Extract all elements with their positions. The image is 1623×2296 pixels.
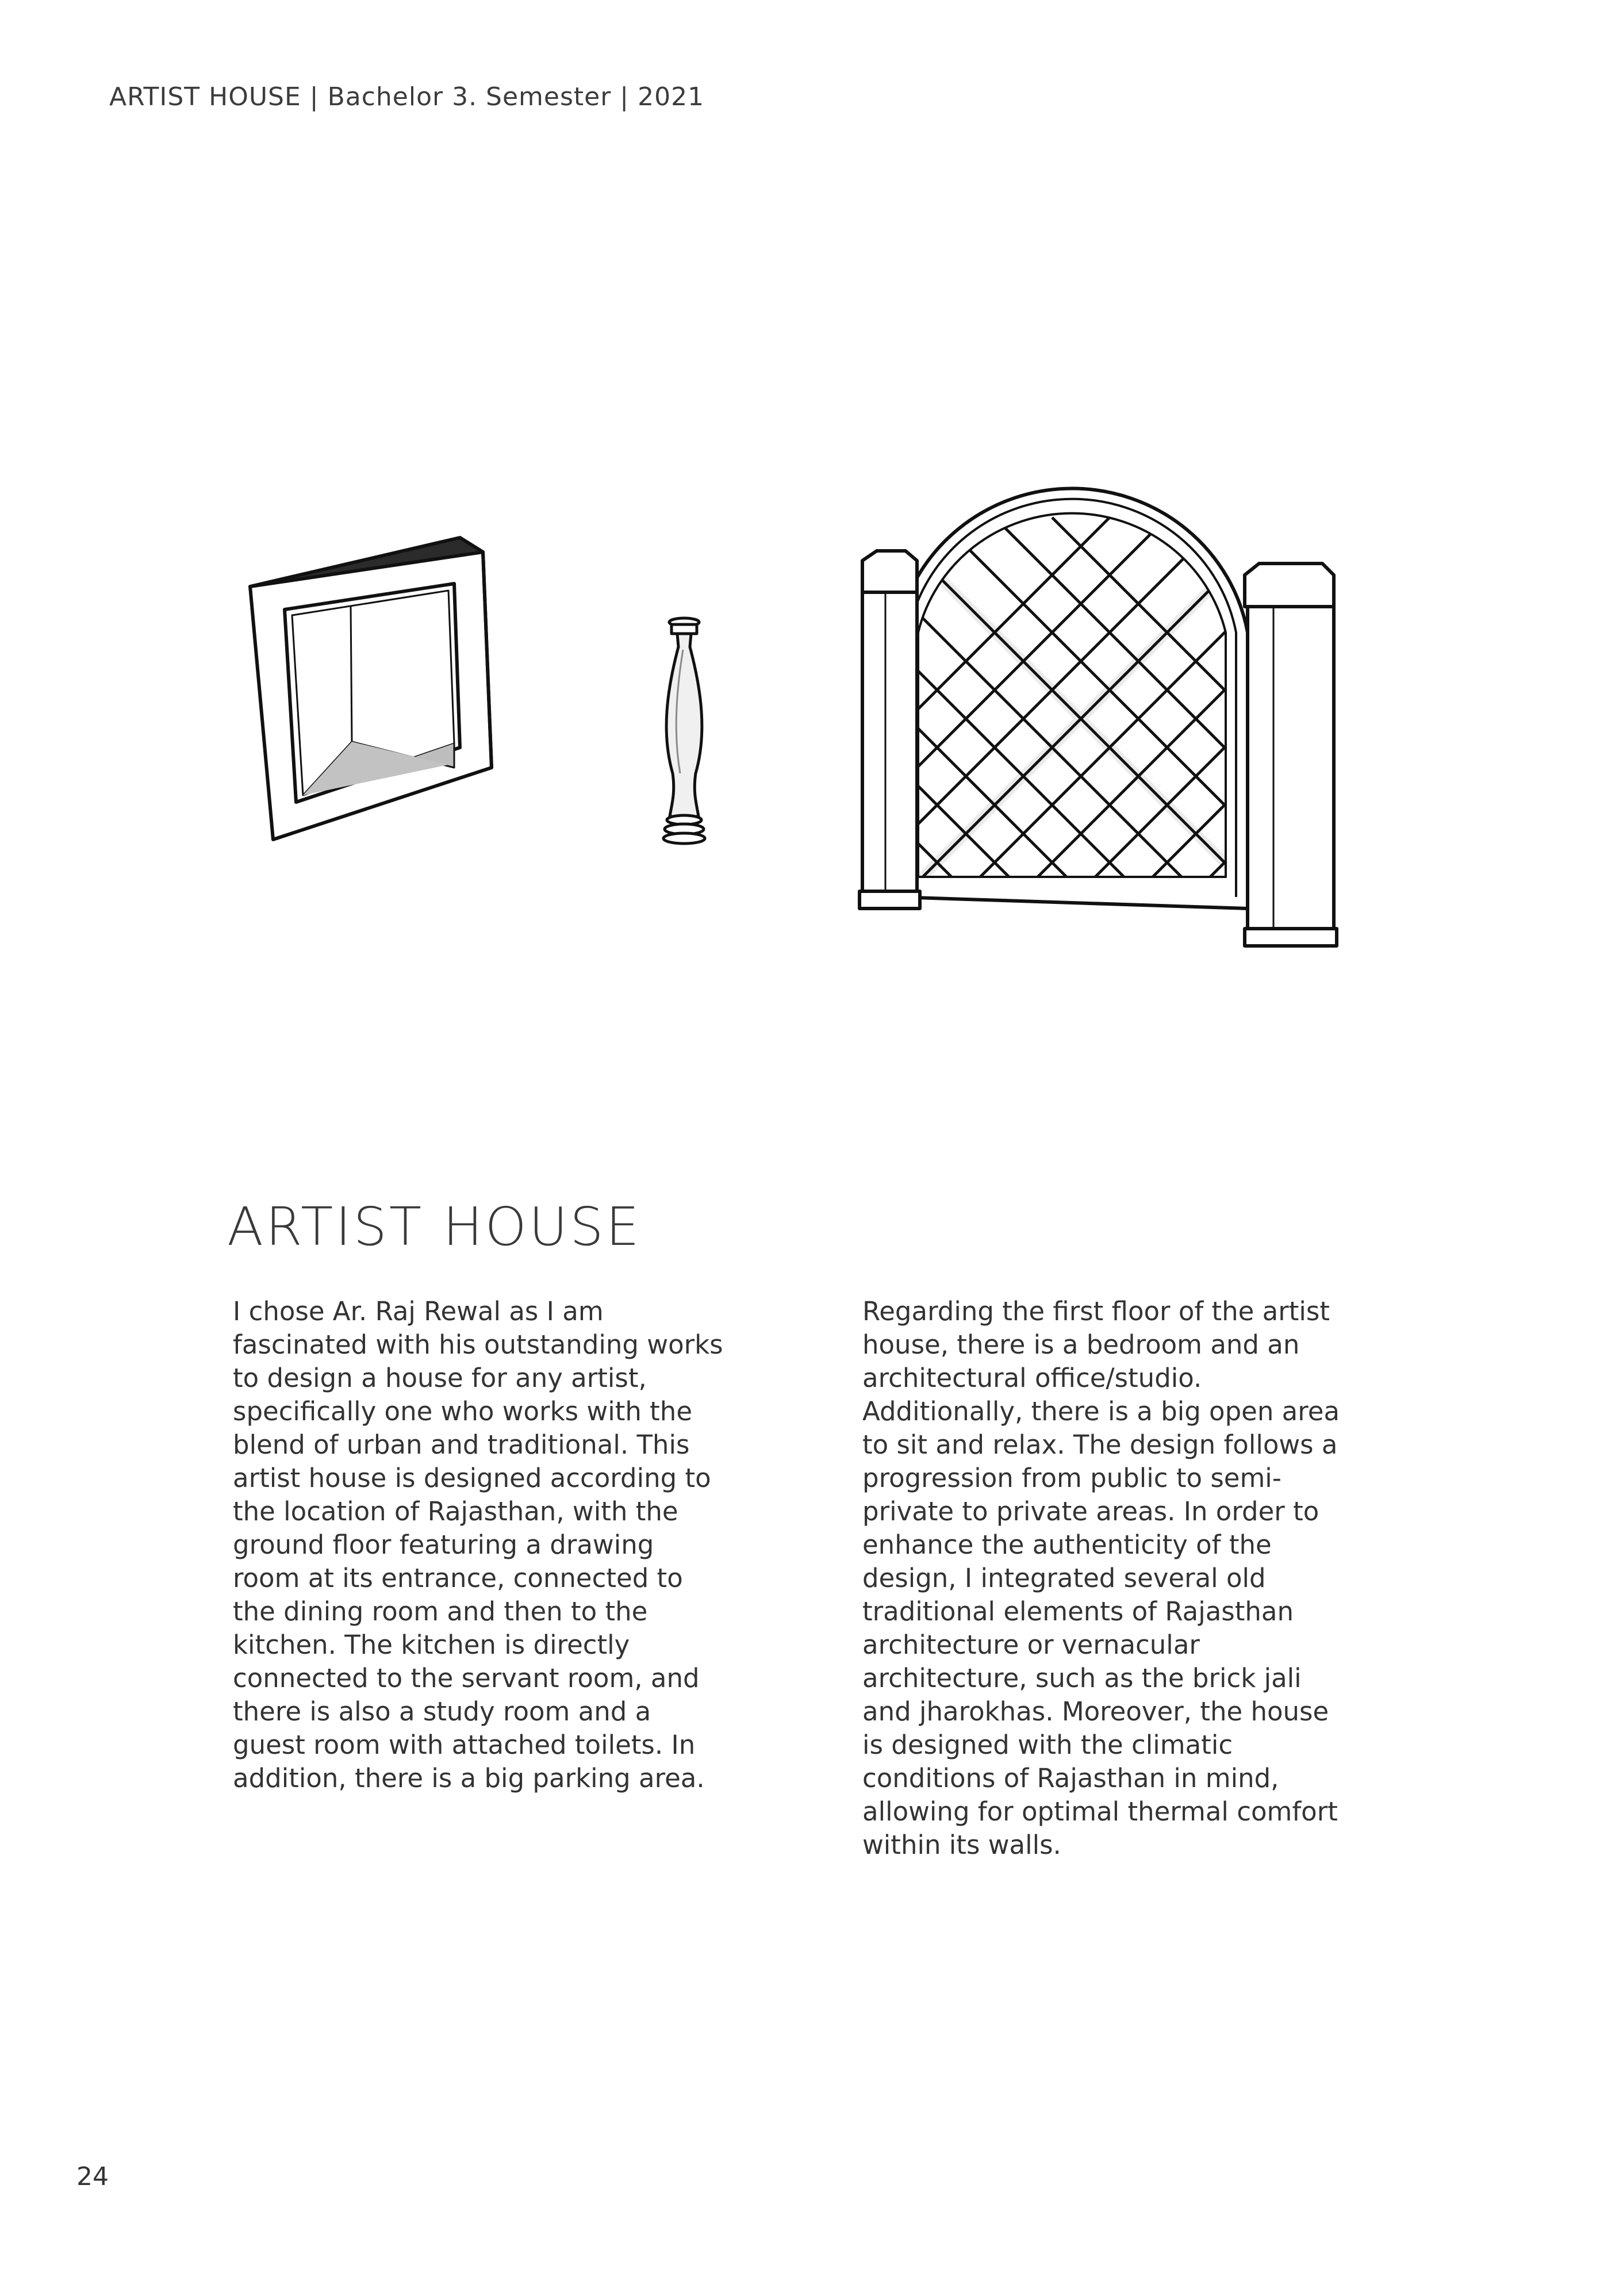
window-frame-icon <box>250 538 492 840</box>
body-column-right: Regarding the first floor of the artist house, there is a bedroom and an architectural office/studio. Additionally, there is a big open area to sit and relax. The design follows a progression from public to semi-private to private areas. In order to enhance the authenticity of the design, I integrated several old traditional elements of Rajasthan architecture or vernacular architecture, such as the brick jali and jharokhas. Moreover, the house is designed with the climatic conditions of Rajasthan in mind, allowing for optimal thermal comfort within its walls. <box>862 1296 1340 1860</box>
page-title: ARTIST HOUSE <box>227 1196 642 1258</box>
running-header: ARTIST HOUSE | Bachelor 3. Semester | 2021 <box>109 82 705 112</box>
body-column-left: I chose Ar. Raj Rewal as I am fascinated with his outstanding works to design a house for any artist, specifically one who works with the blend of urban and traditional. This artist house is designed according to the location of Rajasthan, with the ground floor featuring a drawing room at its entrance, connected to the dining room and then to the kitchen. The kitchen is directly connected to the servant room, and there is also a study room and a guest room with attached toilets. In addition, there is a big parking area. <box>233 1296 723 1793</box>
page-number: 24 <box>76 2162 109 2191</box>
lattice-arch-gate-icon <box>592 489 1570 978</box>
baluster-column-icon <box>663 618 705 844</box>
